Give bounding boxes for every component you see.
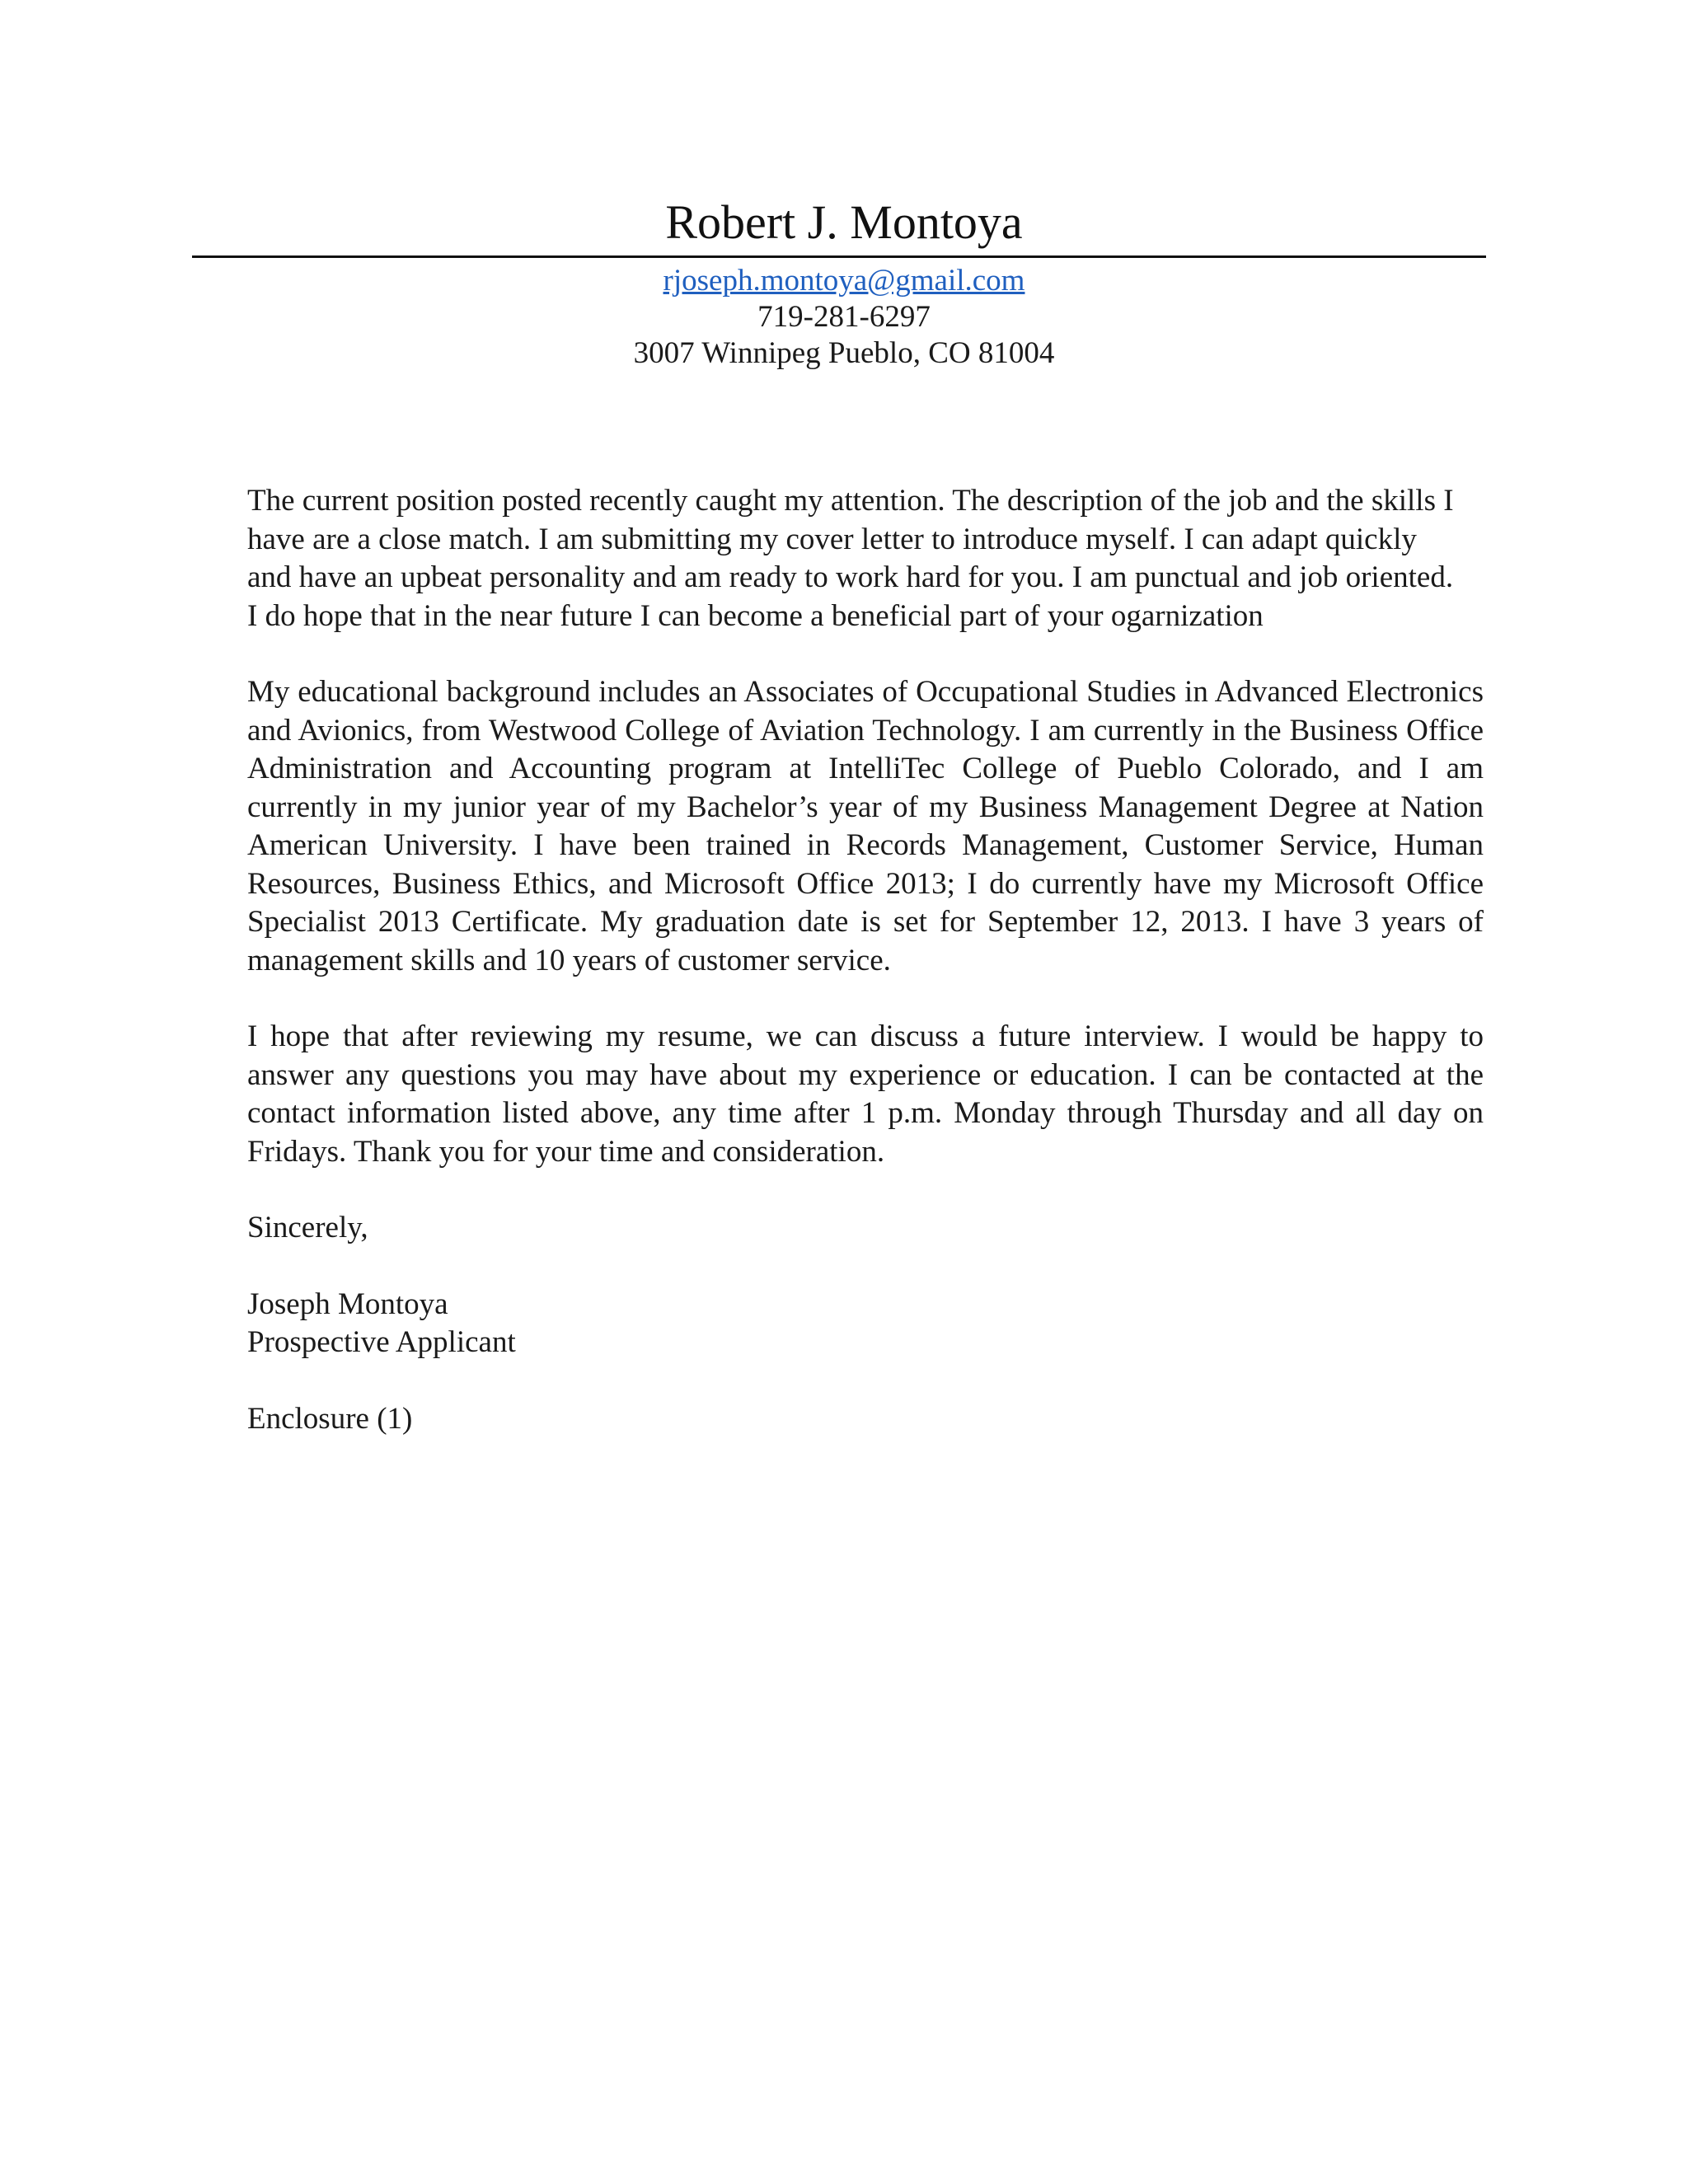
signature-block	[247, 1286, 1484, 1362]
enclosure-note: Enclosure (1)	[247, 1401, 413, 1436]
complimentary-close: Sincerely,	[247, 1211, 368, 1244]
sender-name: Robert J. Montoya	[665, 195, 1023, 249]
sender-phone: 719-281-6297	[757, 300, 931, 334]
paragraph-education: My educational background includes an Associates of Occupational Studies in Advanced Electronics and Avionics, from Westwood College of Aviation Technology. I am currently in the Business Office Administration and Accounting program at IntelliTec College of Pueblo Colorado, and I am currently in my junior year of my Bachelor’s year of my Business Management Degree at Nation American University. I have been trained in Records Management, Customer Service, Human Resources, Business Ethics, and Microsoft Office 2013; I do currently have my Microsoft Office Specialist 2013 Certificate. My graduation date is set for September 12, 2013. I have 3 years of management skills and 10 years of customer service.	[247, 675, 1484, 977]
letter-closing	[247, 1209, 1484, 1438]
sender-address: 3007 Winnipeg Pueblo, CO 81004	[633, 336, 1055, 370]
signature-name: Joseph Montoya	[247, 1286, 448, 1321]
signature-title: Prospective Applicant	[247, 1325, 516, 1359]
email-link[interactable]: rjoseph.montoya@gmail.com	[663, 264, 1025, 298]
paragraph-closing-request: I hope that after reviewing my resume, we can discuss a future interview. I would be happy to answer any questions you may have about my experience or education. I can be contacted at the contact information listed above, any time after 1 p.m. Monday through Thursday and all day on Fridays. Thank you for your time and consideration.	[247, 1019, 1484, 1169]
sender-email	[0, 262, 1688, 300]
paragraph-intro: The current position posted recently caught my attention. The description of the job and the skills I have are a close match. I am submitting my cover letter to introduce myself. I can adapt quickly and have an upbeat personality and am ready to work hard for you. I am punctual and job oriented. I do hope that in the near future I can become a beneficial part of your ogarnization	[247, 484, 1454, 633]
header-divider	[192, 255, 1486, 258]
letter-body	[247, 482, 1484, 1476]
